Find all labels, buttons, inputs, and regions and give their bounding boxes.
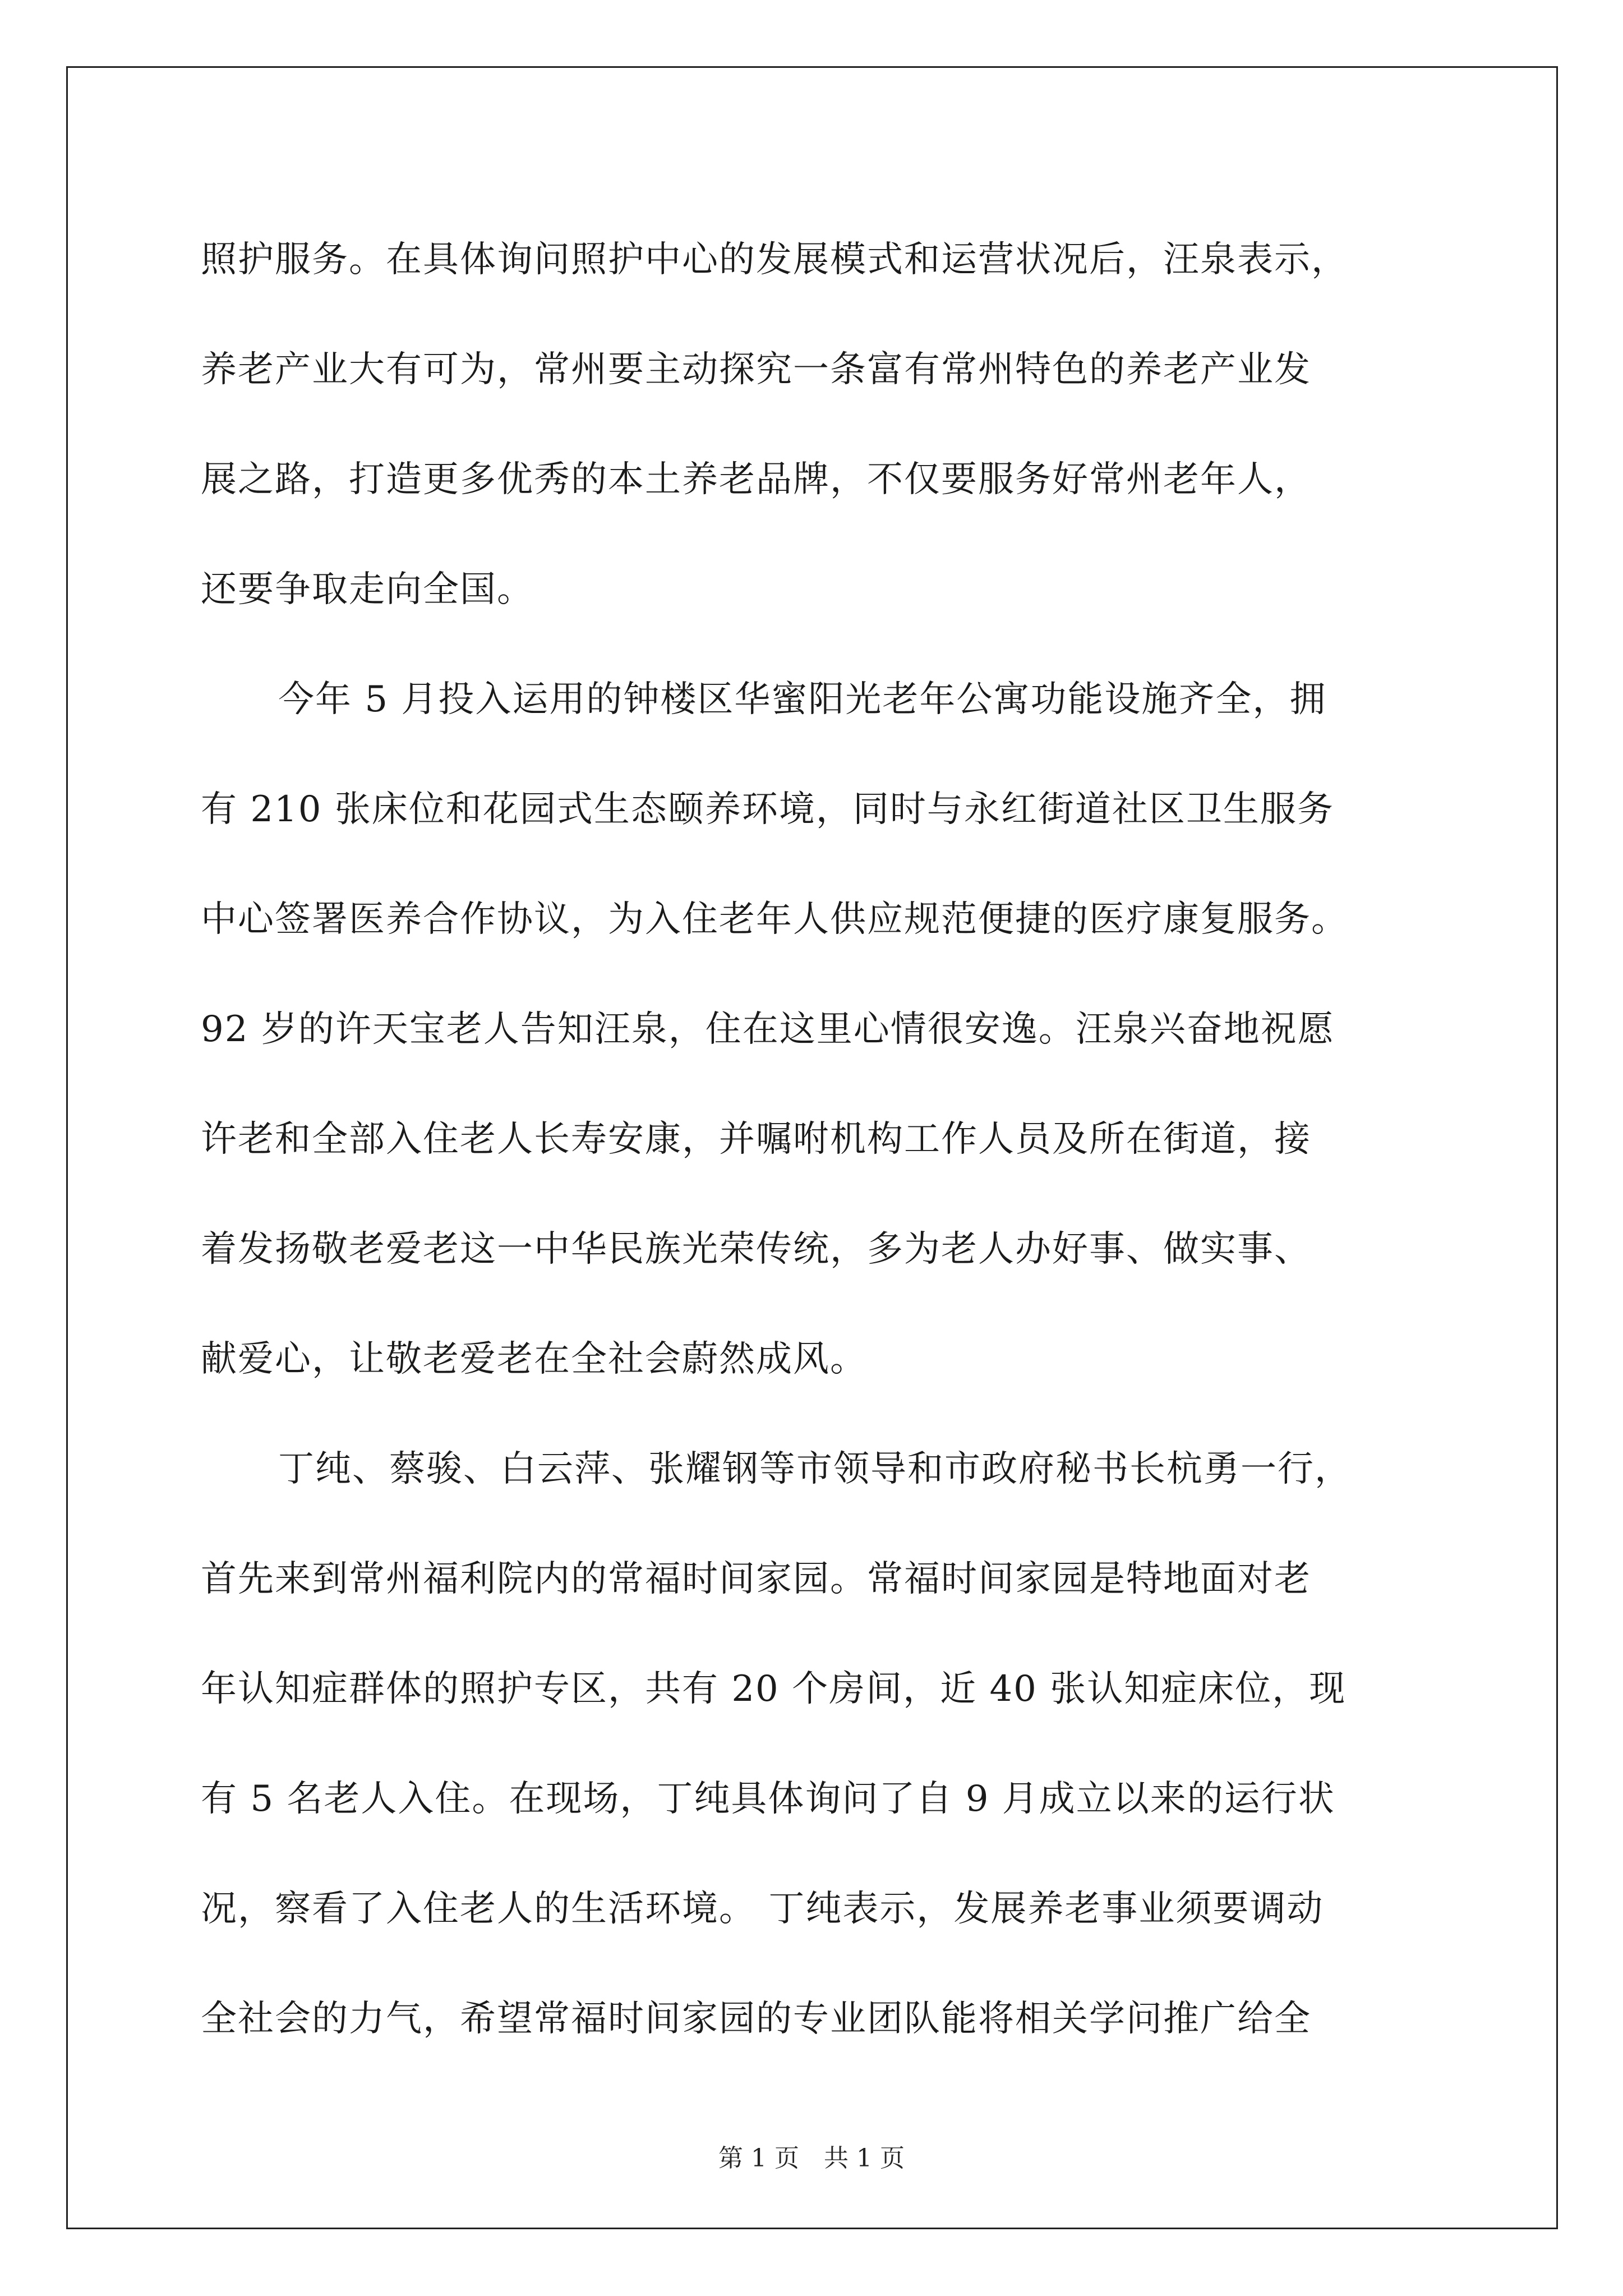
text-line: 着发扬敬老爱老这一中华民族光荣传统，多为老人办好事、做实事、	[201, 1228, 1311, 1270]
text-line: 首先来到常州福利院内的常福时间家园。常福时间家园是特地面对老	[201, 1558, 1311, 1600]
text-line: 年认知症群体的照护专区，共有 20 个房间，近 40 张认知症床位，现	[201, 1668, 1347, 1710]
text-line: 许老和全部入住老人长寿安康，并嘱咐机构工作人员及所在街道，接	[201, 1119, 1311, 1160]
text-line: 92 岁的许天宝老人告知汪泉，住在这里心情很安逸。汪泉兴奋地祝愿	[201, 1009, 1335, 1050]
text-line: 有 5 名老人入住。在现场，丁纯具体询问了自 9 月成立以来的运行状	[201, 1778, 1335, 1820]
text-line: 展之路，打造更多优秀的本土养老品牌，不仅要服务好常州老年人，	[201, 459, 1311, 500]
text-line: 况，察看了入住老人的生活环境。 丁纯表示，发展养老事业须要调动	[201, 1888, 1324, 1930]
text-line: 全社会的力气，希望常福时间家园的专业团队能将相关学问推广给全	[201, 1998, 1311, 2040]
text-line: 献爱心，让敬老爱老在全社会蔚然成风。	[201, 1338, 867, 1380]
text-line: 养老产业大有可为，常州要主动探究一条富有常州特色的养老产业发	[201, 349, 1311, 390]
text-line: 中心签署医养合作协议，为入住老年人供应规范便捷的医疗康复服务。	[201, 899, 1348, 940]
text-line: 照护服务。在具体询问照护中心的发展模式和运营状况后，汪泉表示，	[201, 239, 1348, 280]
page-footer: 第 1 页 共 1 页	[718, 2144, 905, 2173]
text-line: 今年 5 月投入运用的钟楼区华蜜阳光老年公寓功能设施齐全，拥	[278, 679, 1327, 720]
text-line: 丁纯、蔡骏、白云萍、张耀钢等市领导和市政府秘书长杭勇一行，	[278, 1448, 1352, 1490]
text-line: 还要争取走向全国。	[201, 569, 534, 610]
document-body	[201, 205, 1435, 2074]
text-line: 有 210 张床位和花园式生态颐养环境，同时与永红街道社区卫生服务	[201, 789, 1334, 830]
